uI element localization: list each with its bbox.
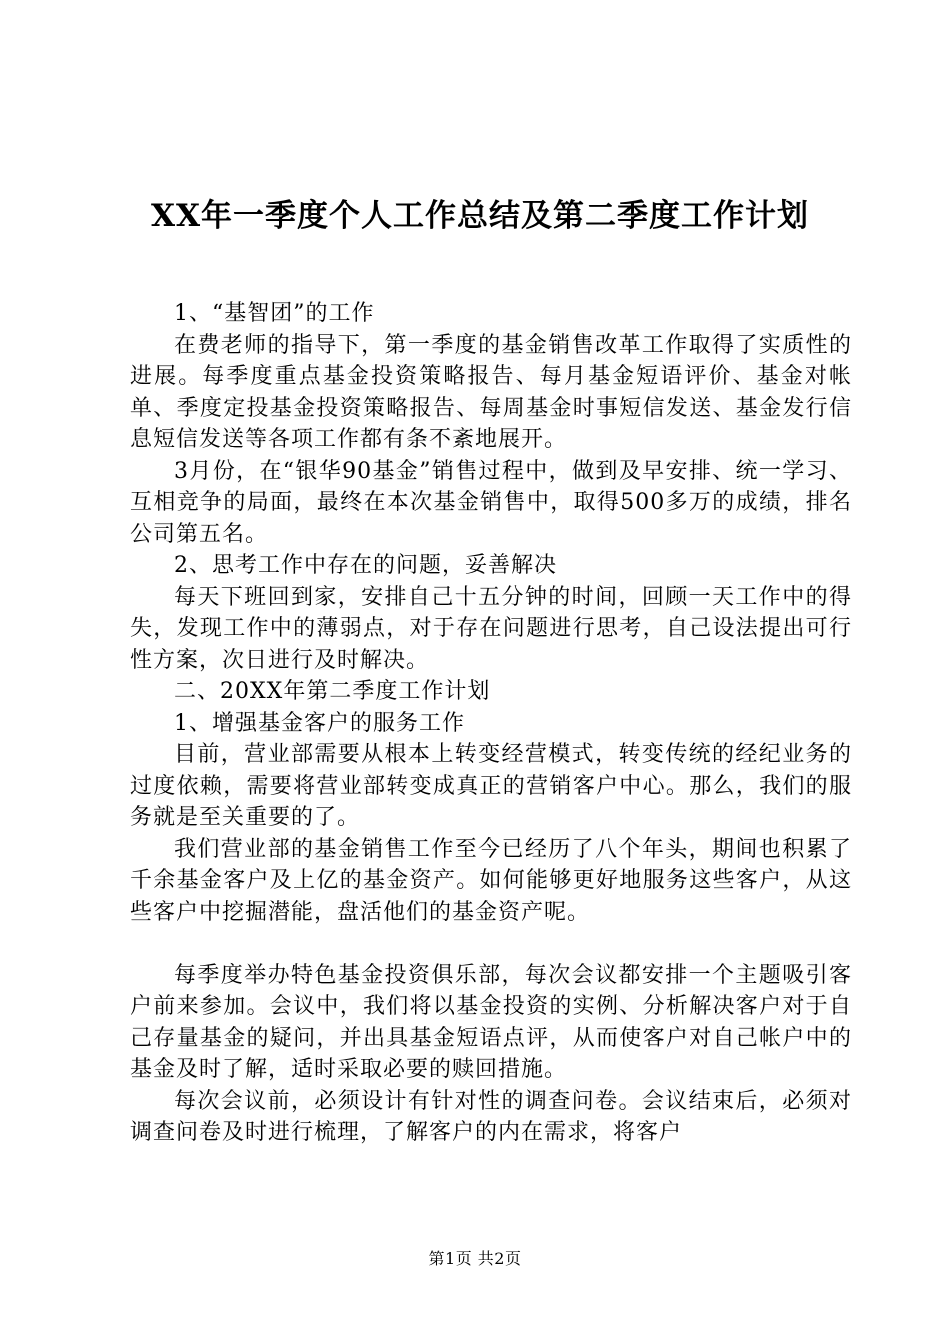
body-paragraph: 3月份，在“银华90基金”销售过程中，做到及早安排、统一学习、互相竞争的局面，最终在本次基金销售中，取得500多万的成绩，排名公司第五名。 (130, 458, 852, 547)
body-paragraph: 每季度举办特色基金投资俱乐部，每次会议都安排一个主题吸引客户前来参加。会议中，我们将以基金投资的实例、分析解决客户对于自己存量基金的疑问，并出具基金短语点评，从而使客户对自己帐户中的基金及时了解，适时采取必要的赎回措施。 (130, 962, 852, 1082)
body-paragraph: 在费老师的指导下，第一季度的基金销售改革工作取得了实质性的进展。每季度重点基金投资策略报告、每月基金短语评价、基金对帐单、季度定投基金投资策略报告、每周基金时事短信发送、基金发行信息短信发送等各项工作都有条不紊地展开。 (130, 332, 852, 452)
section-heading: 1、增强基金客户的服务工作 (174, 710, 465, 736)
blank-line (130, 928, 852, 960)
body-paragraph: 每次会议前，必须设计有针对性的调查问卷。会议结束后，必须对调查问卷及时进行梳理，了解客户的内在需求，将客户 (130, 1088, 852, 1145)
body-paragraph: 每天下班回到家，安排自己十五分钟的时间，回顾一天工作中的得失，发现工作中的薄弱点，对于存在问题进行思考，自己设法提出可行性方案，次日进行及时解决。 (130, 584, 852, 673)
section-heading: 二、20XX年第二季度工作计划 (174, 679, 491, 704)
document-title: XX年一季度个人工作总结及第二季度工作计划 (150, 198, 810, 234)
section-heading: 1、“基智团”的工作 (174, 301, 375, 326)
body-paragraph: 目前，营业部需要从根本上转变经营模式，转变传统的经纪业务的过度依赖，需要将营业部转变成真正的营销客户中心。那么，我们的服务就是至关重要的了。 (130, 742, 852, 830)
body-paragraph: 我们营业部的基金销售工作至今已经历了八个年头，期间也积累了千余基金客户及上亿的基金资产。如何能够更好地服务这些客户，从这些客户中挖掘潜能，盘活他们的基金资产呢。 (130, 836, 852, 925)
document-body (130, 298, 852, 1149)
section-heading: 2、思考工作中存在的问题，妥善解决 (174, 553, 557, 578)
page-number-footer: 第1页 共2页 (428, 1249, 522, 1268)
